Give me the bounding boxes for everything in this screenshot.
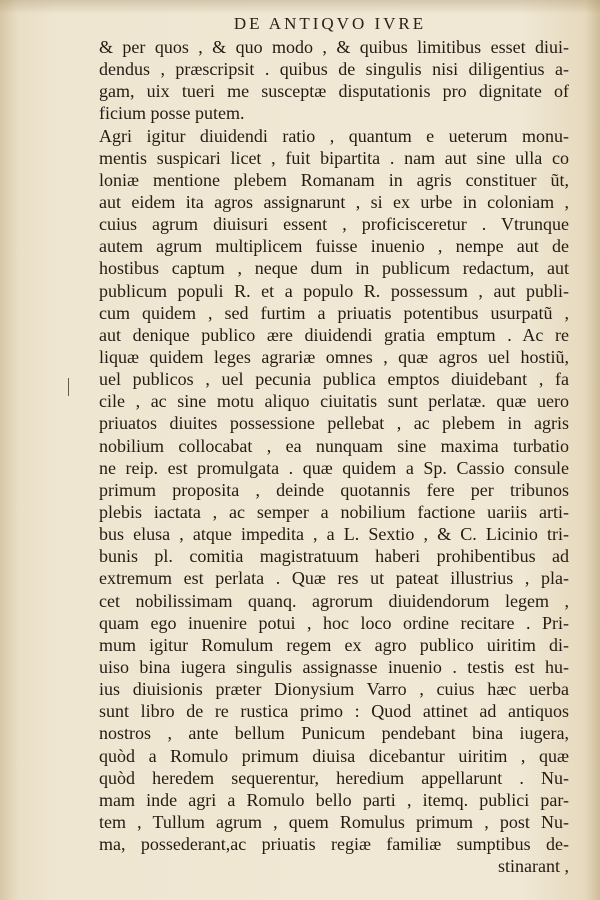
text-line: publicum populi R. et a populo R. possessum , aut publi- (99, 280, 569, 301)
text-line: ficium posse putem. (99, 103, 245, 124)
text-line: extremum est perlata . Quæ res ut pateat illustrius , pla- (99, 568, 569, 589)
text-line: stinarant , (498, 856, 569, 877)
text-line: cile , ac sine motu aliquo ciuitatis sunt perlatæ. quæ uero (99, 391, 569, 412)
text-line: cet nobilissimam quanq. agrorum diuidendorum legem , (99, 590, 569, 611)
running-head: DE ANTIQVO IVRE (233, 14, 427, 33)
margin-mark (68, 378, 69, 396)
text-line: cum quidem , sed furtim a priuatis potentibus usurpatũ , (99, 302, 569, 323)
text-line: Agri igitur diuidendi ratio , quantum e ueterum monu- (99, 125, 569, 146)
text-line: bus elusa , atque impedita , a L. Sextio , & C. Licinio tri- (99, 524, 569, 545)
text-line: hostibus captum , neque dum in publicum redactum, aut (99, 258, 569, 279)
text-line: uiso bina iugera singulis assignasse inuenio . testis est hu- (99, 656, 569, 677)
text-line: primum proposita , deinde quotannis fere per tribunos (99, 479, 569, 500)
text-line: loniæ mentione plebem Romanam in agris constituer ũt, (99, 169, 569, 190)
text-line: ne reip. est promulgata . quæ quidem a Sp. Cassio consule (99, 457, 569, 478)
text-line: sunt libro de re rustica primo : Quod attinet ad antiquos (99, 701, 569, 722)
text-line: ius diuisionis præter Dionysium Varro , cuius hæc uerba (99, 679, 569, 700)
text-line: cuius agrum diuisuri essent , proficisceretur . Vtrunque (99, 214, 569, 235)
text-line: tem , Tullum agrum , quem Romulus primum , post Nu- (99, 811, 569, 832)
text-line: nobilium collocabat , ea nunquam sine maxima turbatio (99, 435, 569, 456)
text-line: aut denique publico ære diuidendi gratia emptum . Ac re (99, 324, 569, 345)
text-line: dendus , præscripsit . quibus de singulis nisi diligentius a- (99, 59, 569, 80)
text-line: uel publicos , uel pecunia publica emptos diuidebant , fa (99, 369, 569, 390)
text-line: & per quos , & quo modo , & quibus limitibus esset diui- (99, 37, 569, 57)
text-line: quam ego inuenire potui , hoc loco ordine recitare . Pri- (99, 612, 569, 633)
text-line: ma, possederant,ac priuatis regiæ familiæ sumptibus de- (99, 834, 569, 855)
page-top-shadow (0, 0, 600, 14)
text-line: liquæ quidem leges agrariæ omnes , quæ agros uel hostiũ, (99, 346, 569, 367)
text-line: gam, uix tueri me susceptæ disputationis pro dignitate of (99, 81, 569, 102)
text-line: quòd heredem sequerentur, heredium appellarunt . Nu- (99, 767, 569, 788)
text-line: quòd a Romulo primum diuisa dicebantur uiritim , quæ (99, 745, 569, 766)
text-line: bunis pl. comitia magistratuum haberi prohibentibus ad (99, 546, 569, 567)
body-text (99, 36, 569, 877)
text-line: aut eidem ita agros assignarunt , si ex urbe in coloniam , (99, 191, 569, 212)
text-line: autem agrum multiplicem fuisse inuenio , nempe aut de (99, 236, 569, 257)
text-line: mam inde agri a Romulo bello parti , itemq. publici par- (99, 789, 569, 810)
text-line: mum igitur Romulum regem ex agro publico uiritim di- (99, 634, 569, 655)
text-line: nostros , ante bellum Punicum pendebant bina iugera, (99, 723, 569, 744)
text-line: priuatos diuites possessione pellebat , ac plebem in agris (99, 413, 569, 434)
text-line: mentis suspicari licet , fuit bipartita . nam aut sine ulla co (99, 147, 569, 168)
text-line: plebis iactata , ac semper a nobilium factione uariis arti- (99, 501, 569, 522)
